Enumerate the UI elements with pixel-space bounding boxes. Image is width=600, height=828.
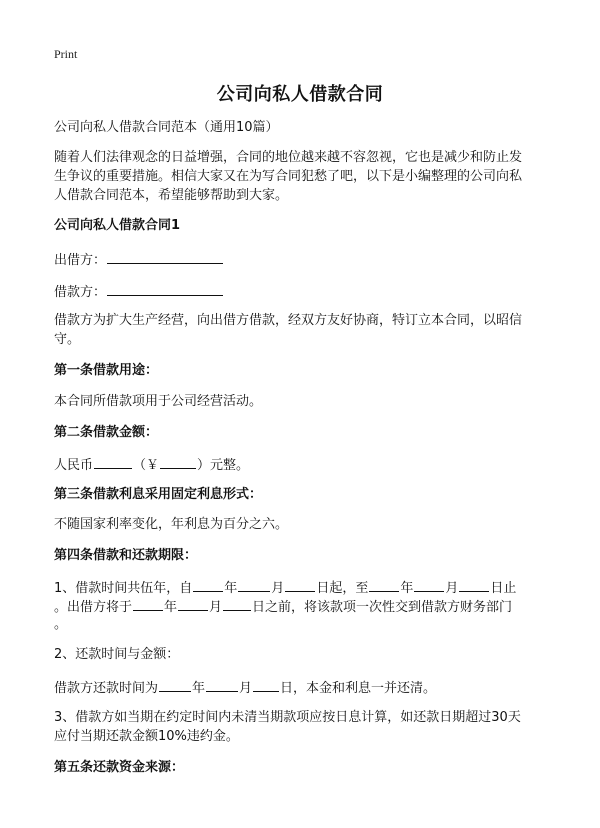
amount-blank bbox=[94, 454, 132, 469]
start-month-blank bbox=[238, 577, 270, 592]
borrower-row bbox=[54, 281, 554, 303]
lender-blank bbox=[107, 249, 223, 264]
start-year-blank bbox=[193, 577, 223, 592]
end-label: 日止 bbox=[490, 581, 517, 596]
borrower-label: 借款方： bbox=[54, 285, 107, 300]
year-label: 年 bbox=[224, 581, 238, 596]
repay-year-blank bbox=[159, 677, 191, 692]
contract-heading: 公司向私人借款合同1 bbox=[54, 218, 181, 233]
intro-line-3: 人借款合同范本，希望能够帮助到大家。 bbox=[54, 188, 289, 203]
lender-label: 出借方： bbox=[54, 253, 107, 268]
p1-prefix: 1、借款时间共伍年，自 bbox=[54, 581, 193, 596]
pay-year-blank bbox=[133, 596, 163, 611]
year-label: 年 bbox=[164, 600, 178, 615]
article-1-heading: 第一条借款用途： bbox=[54, 363, 159, 378]
intro-line-1: 随着人们法律观念的日益增强，合同的地位越来越不容忽视，它也是减少和防止发 bbox=[54, 150, 523, 165]
pay-day-blank bbox=[223, 596, 251, 611]
subtitle: 公司向私人借款合同范本（通用10篇） bbox=[54, 120, 279, 135]
article-3-body: 不随国家利率变化，年利息为百分之六。 bbox=[54, 517, 289, 532]
page-title: 公司向私人借款合同 bbox=[216, 84, 384, 105]
end-year-blank bbox=[369, 577, 399, 592]
article-3-heading: 第三条借款利息采用固定利息形式： bbox=[54, 487, 263, 502]
rmb-label: 人民币 bbox=[54, 458, 94, 473]
article-5-heading: 第五条还款资金来源： bbox=[54, 760, 185, 775]
article-1-body: 本合同所借款项用于公司经营活动。 bbox=[54, 394, 263, 409]
article-4-p3-line-1: 3、借款方如当期在约定时间内未清当期款项应按日息计算，如还款日期超过30天 bbox=[54, 710, 521, 725]
year-label: 年 bbox=[192, 681, 206, 696]
yen-blank bbox=[160, 454, 196, 469]
before-label: 日之前，将该款项一次性交到借款方财务部门 bbox=[252, 600, 513, 615]
article-4-p1-line-3: 。 bbox=[54, 617, 68, 632]
article-2-heading: 第二条借款金额： bbox=[54, 425, 159, 440]
borrower-blank bbox=[107, 281, 223, 296]
repay-tail: 日，本金和利息一并还清。 bbox=[280, 681, 437, 696]
end-day-blank bbox=[459, 577, 489, 592]
article-4-heading: 第四条借款和还款期限： bbox=[54, 548, 198, 563]
year-label: 年 bbox=[400, 581, 414, 596]
lender-row bbox=[54, 249, 554, 271]
article-4-p2: 2、还款时间与金额： bbox=[54, 647, 180, 662]
p1-lender-prefix: 。出借方将于 bbox=[54, 600, 133, 615]
month-label: 月 bbox=[271, 581, 285, 596]
month-label: 月 bbox=[209, 600, 223, 615]
end-month-blank bbox=[414, 577, 444, 592]
intro-line-2: 生争议的重要措施。相信大家又在为写合同犯愁了吧，以下是小编整理的公司向私 bbox=[54, 169, 523, 184]
repay-day-blank bbox=[253, 677, 279, 692]
repay-prefix: 借款方还款时间为 bbox=[54, 681, 159, 696]
article-2-body bbox=[54, 454, 554, 476]
preamble-line-1: 借款方为扩大生产经营，向出借方借款，经双方友好协商，特订立本合同，以昭信 bbox=[54, 313, 523, 328]
month-label: 月 bbox=[239, 681, 253, 696]
amount-close: ）元整。 bbox=[197, 458, 250, 473]
pay-month-blank bbox=[178, 596, 208, 611]
print-link[interactable]: Print bbox=[54, 47, 78, 61]
from-label: 日起，至 bbox=[316, 581, 369, 596]
start-day-blank bbox=[285, 577, 315, 592]
article-4-p2-body bbox=[54, 677, 554, 699]
repay-month-blank bbox=[206, 677, 238, 692]
yen-open: （￥ bbox=[133, 458, 160, 473]
article-4-p3-line-2: 应付当期还款金额10%违约金。 bbox=[54, 729, 239, 744]
preamble-line-2: 守。 bbox=[54, 332, 81, 347]
month-label: 月 bbox=[445, 581, 459, 596]
